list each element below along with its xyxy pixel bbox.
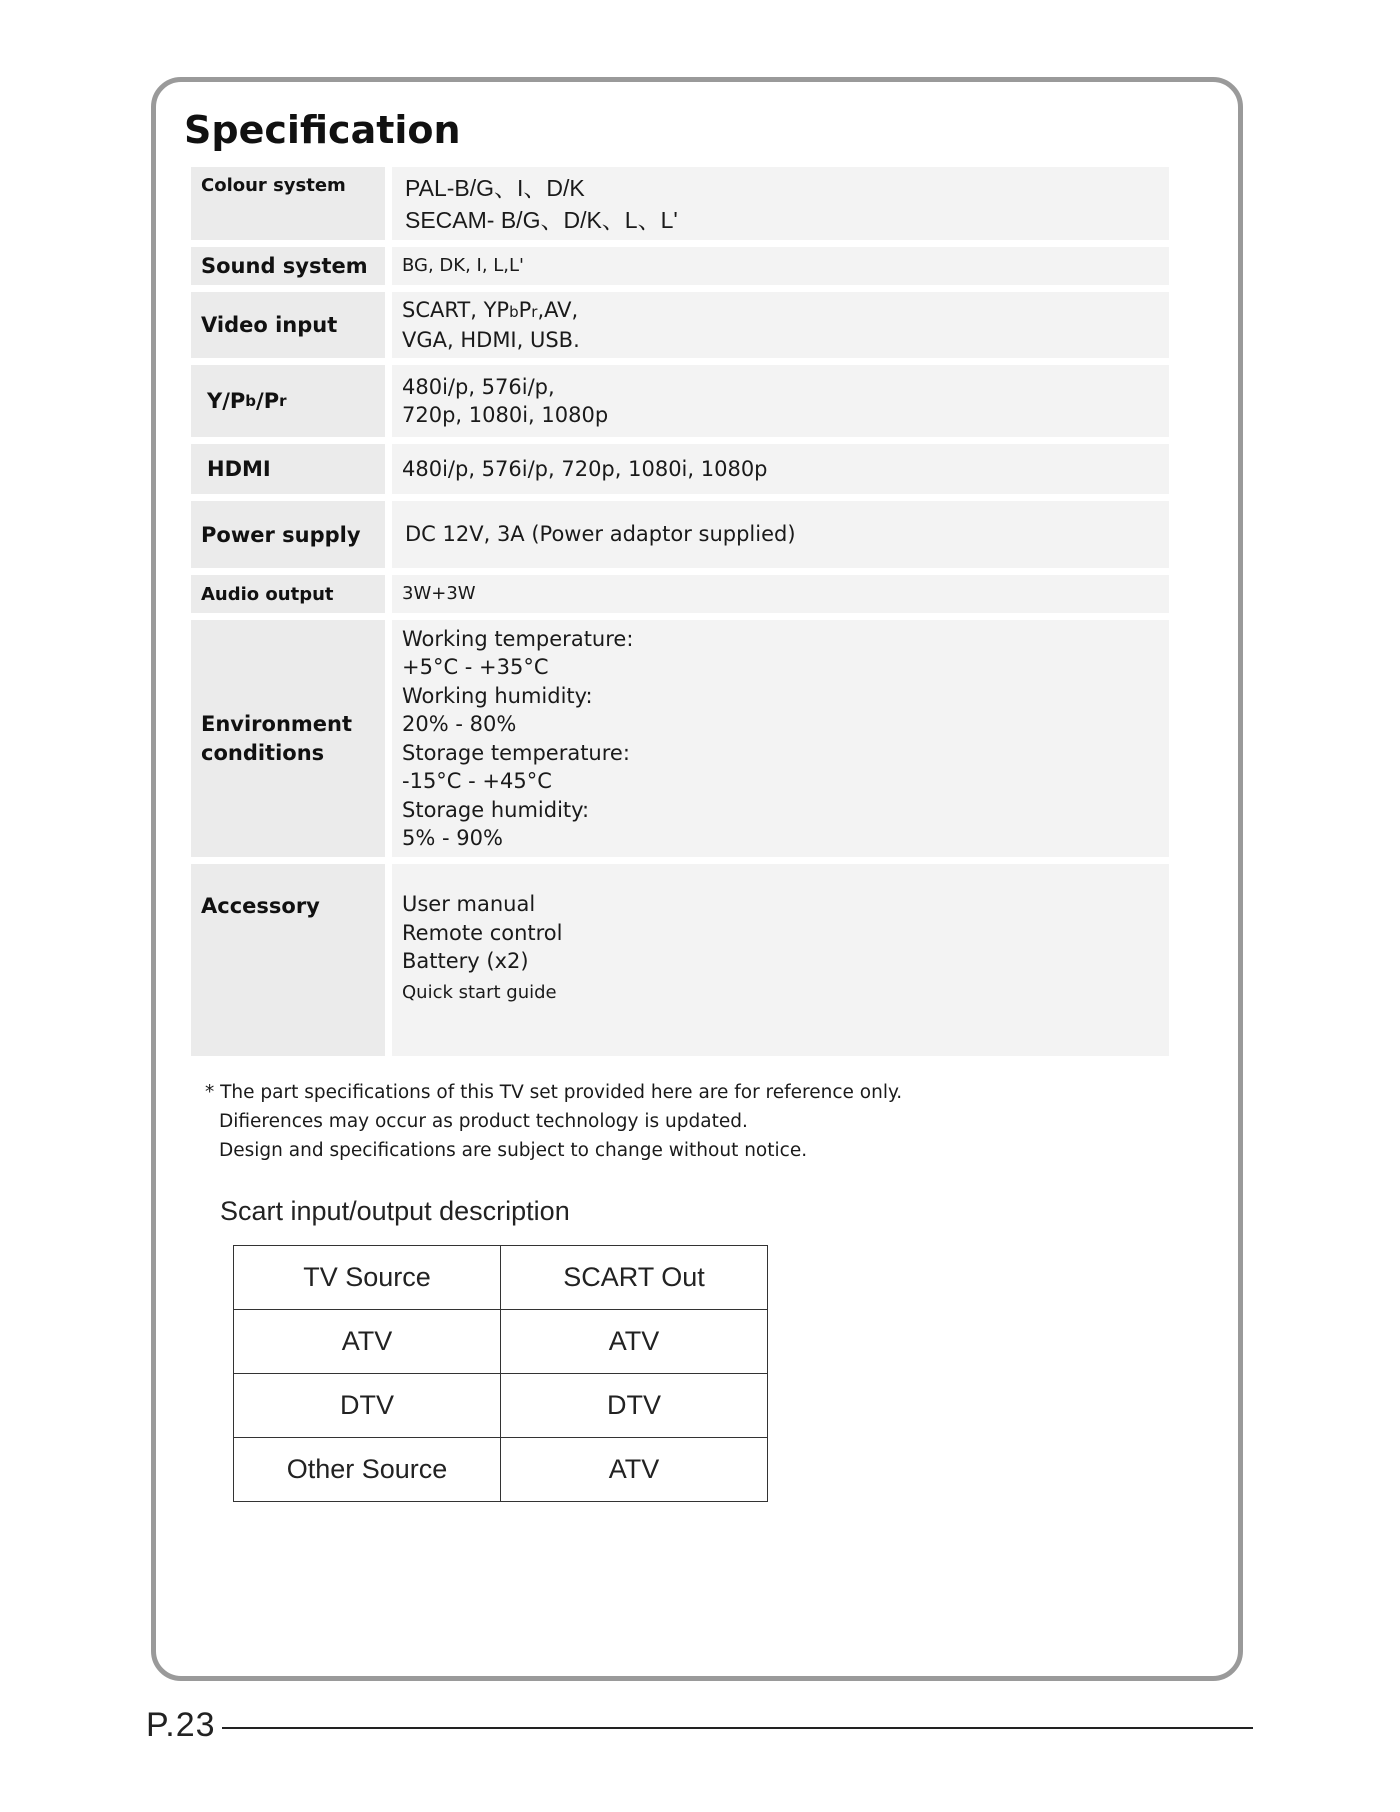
spec-label: HDMI <box>191 444 385 494</box>
spec-label <box>191 167 385 240</box>
spec-label-text: Colour system <box>201 175 346 196</box>
scart-header-cell: SCART Out <box>501 1246 768 1310</box>
subscript: b <box>245 392 257 410</box>
scart-row <box>234 1310 768 1374</box>
spec-value-line: Working temperature: <box>402 626 634 651</box>
spec-value <box>392 247 1169 285</box>
spec-value-line: 480i/p, 576i/p, <box>402 374 555 399</box>
spec-table <box>191 167 1169 1063</box>
text-part: Y/P <box>207 389 246 413</box>
spec-value: 480i/p, 576i/p, 720p, 1080i, 1080p <box>392 444 1169 494</box>
spec-value-line: PAL-B/G、I、D/K <box>405 174 585 201</box>
spec-row-accessory <box>191 864 1169 1056</box>
spec-value <box>392 365 1169 437</box>
scart-cell: ATV <box>234 1310 501 1374</box>
spec-label: Accessory <box>191 864 385 1056</box>
note-line: Design and specifications are subject to change without notice. <box>219 1140 808 1161</box>
spec-row-video-input <box>191 292 1169 358</box>
scart-cell: ATV <box>501 1438 768 1502</box>
footer-rule <box>222 1727 1253 1729</box>
note-line: Difierences may occur as product technology is updated. <box>219 1111 748 1132</box>
spec-value-line: 5% - 90% <box>402 826 503 850</box>
spec-label-line: Environment <box>201 711 353 736</box>
spec-value-line: Quick start guide <box>402 981 557 1003</box>
disclaimer-note <box>205 1078 902 1165</box>
spec-row-colour-system <box>191 167 1169 240</box>
scart-cell: DTV <box>234 1374 501 1438</box>
spec-value-line: Battery (x2) <box>402 949 529 973</box>
spec-row-audio-output <box>191 575 1169 613</box>
spec-value-line: Remote control <box>402 920 563 945</box>
spec-value-line: -15°C - +45°C <box>402 769 552 793</box>
scart-section-title: Scart input/output description <box>220 1196 570 1226</box>
spec-label-line: conditions <box>201 740 325 765</box>
spec-value <box>392 864 1169 1056</box>
scart-table <box>233 1245 768 1502</box>
scart-cell: ATV <box>501 1310 768 1374</box>
spec-value-line: Working humidity: <box>402 683 593 708</box>
spec-value-text: 3W+3W <box>402 582 476 604</box>
spec-value-text: BG, DK, I, L,L' <box>402 254 525 276</box>
scart-row <box>234 1438 768 1502</box>
text-part: P <box>518 297 532 322</box>
spec-value: DC 12V, 3A (Power adaptor supplied) <box>392 501 1169 568</box>
spec-label: Power supply <box>191 501 385 568</box>
spec-value-line: VGA, HDMI, USB. <box>402 328 580 352</box>
scart-header-row <box>234 1246 768 1310</box>
spec-row-environment <box>191 620 1169 857</box>
scart-header-cell: TV Source <box>234 1246 501 1310</box>
spec-label <box>191 575 385 613</box>
spec-value <box>392 292 1169 358</box>
spec-value-line: User manual <box>402 892 536 916</box>
subscript: r <box>531 302 538 321</box>
spec-value <box>392 167 1169 240</box>
spec-label-text: Audio output <box>201 583 334 605</box>
spec-value-line <box>402 296 1159 327</box>
spec-value <box>392 620 1169 857</box>
spec-value <box>392 575 1169 613</box>
spec-label: Sound system <box>191 247 385 285</box>
subscript: b <box>509 302 519 321</box>
spec-value-line: 20% - 80% <box>402 712 517 736</box>
scart-cell: Other Source <box>234 1438 501 1502</box>
spec-value-line: Storage temperature: <box>402 740 630 765</box>
spec-label: Video input <box>191 292 385 358</box>
spec-value-line: Storage humidity: <box>402 797 590 822</box>
page-title: Specification <box>184 108 461 152</box>
spec-label <box>191 365 385 437</box>
spec-value-line: +5°C - +35°C <box>402 655 549 679</box>
spec-value-line: SECAM- B/G、D/K、L、L' <box>405 206 678 233</box>
scart-row <box>234 1374 768 1438</box>
text-part: SCART, YP <box>402 297 510 322</box>
spec-row-power-supply <box>191 501 1169 568</box>
subscript: r <box>279 392 287 410</box>
text-part: ,AV, <box>537 297 579 322</box>
spec-value-line: 720p, 1080i, 1080p <box>402 403 609 427</box>
note-line: * The part specifications of this TV set provided here are for reference only. <box>205 1082 903 1103</box>
scart-cell: DTV <box>501 1374 768 1438</box>
spec-row-sound-system <box>191 247 1169 285</box>
spec-row-ypbpr <box>191 365 1169 437</box>
text-part: /P <box>256 389 280 413</box>
page-number: P.23 <box>146 1706 216 1744</box>
spec-label <box>191 620 385 857</box>
spec-row-hdmi <box>191 444 1169 494</box>
